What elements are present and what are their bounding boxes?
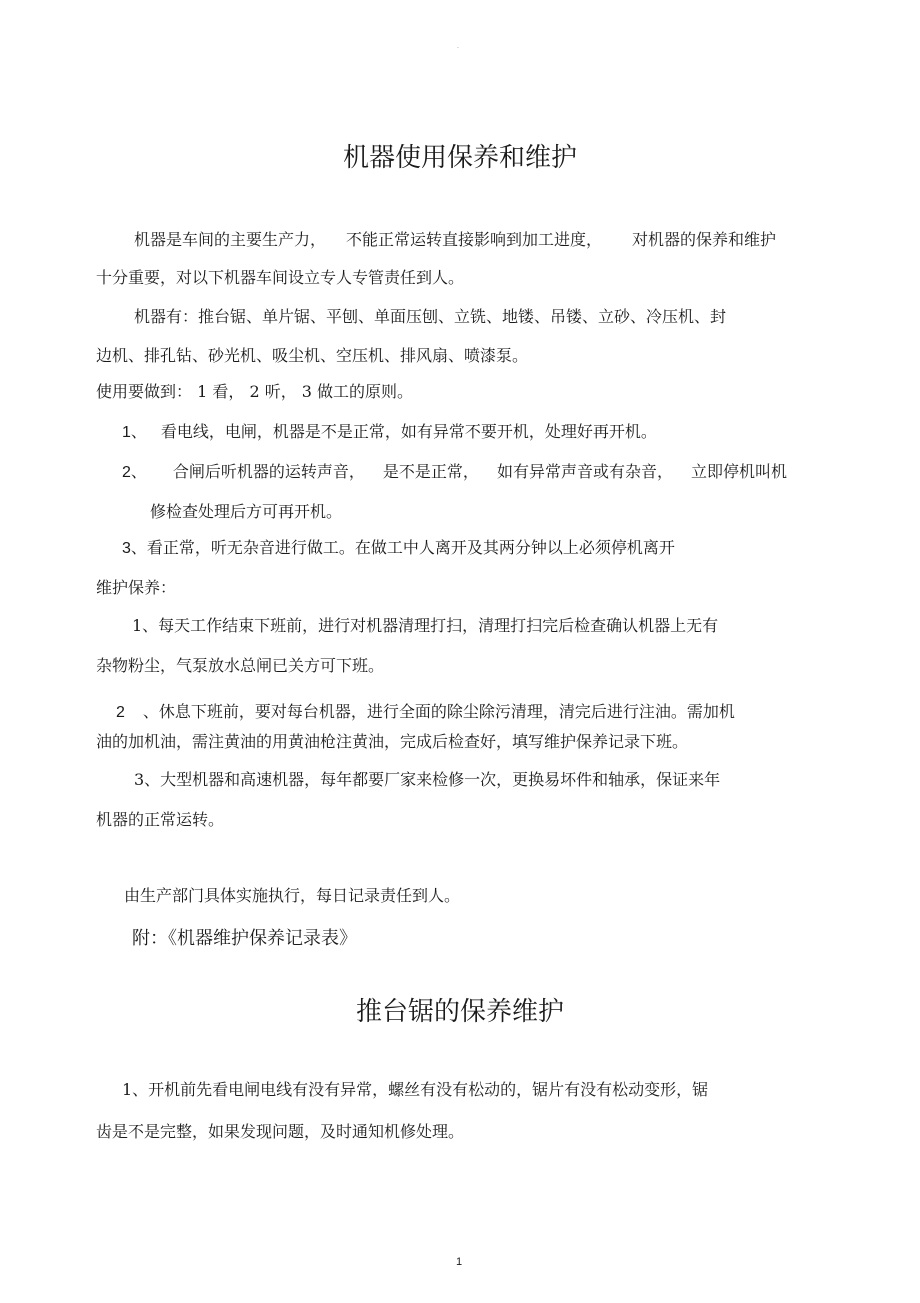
usage-item-3-num: 3、 xyxy=(122,540,147,557)
intro-line-1-b: 不能正常运转直接影响到加工进度， xyxy=(346,230,603,249)
usage-item-2-cont: 修检查处理后方可再开机。 xyxy=(150,502,343,521)
section-2-title: 推台锯的保养维护 xyxy=(355,997,564,1027)
maintenance-item-1-line-1: 1、每天工作结束下班前，进行对机器清理打扫，清理打扫完后检查确认机器上无有 xyxy=(132,616,719,635)
machines-line-1: 机器有：推台锯、单片锯、平刨、单面压刨、立铣、地镂、吊镂、立砂、冷压机、封 xyxy=(134,307,727,326)
usage-item-2-c: 如有异常声音或有杂音， xyxy=(496,462,673,481)
usage-item-1-num: 1、 xyxy=(122,424,147,441)
usage-item-2-num: 2、 xyxy=(122,464,147,481)
maintenance-item-3-line-2: 机器的正常运转。 xyxy=(96,810,225,829)
intro-line-1-a: 机器是车间的主要生产力， xyxy=(134,230,327,249)
usage-item-2 xyxy=(122,462,787,483)
usage-item-1 xyxy=(122,422,657,443)
header-dot: . xyxy=(457,43,459,50)
section-2-item-1-line-1: 1、开机前先看电闸电线有没有异常，螺丝有没有松动的，锯片有没有松动变形，锯 xyxy=(122,1080,709,1099)
maintenance-item-2-num: 2 xyxy=(116,704,125,721)
maintenance-item-3-line-1: 3、大型机器和高速机器，每年都要厂家来检修一次，更换易坏件和轴承，保证来年 xyxy=(134,770,721,789)
usage-item-2-d: 立即停机叫机 xyxy=(690,462,787,481)
intro-line-2: 十分重要，对以下机器车间设立专人专管责任到人。 xyxy=(96,268,465,287)
usage-item-2-a: 合闸后听机器的运转声音， xyxy=(172,462,365,481)
execution-note: 由生产部门具体实施执行，每日记录责任到人。 xyxy=(124,886,461,905)
maintenance-item-2-text: 、休息下班前，要对每台机器，进行全面的除尘除污清理，清完后进行注油。需加机 xyxy=(142,702,735,721)
machines-line-2: 边机、排孔钻、砂光机、吸尘机、空压机、排风扇、喷漆泵。 xyxy=(96,346,529,365)
maintenance-heading: 维护保养： xyxy=(96,578,177,597)
maintenance-item-2-line-2: 油的加机油，需注黄油的用黄油枪注黄油，完成后检查好，填写维护保养记录下班。 xyxy=(96,732,689,751)
page-title: 机器使用保养和维护 xyxy=(342,143,577,173)
maintenance-item-2-line-1 xyxy=(116,702,735,723)
usage-item-2-b: 是不是正常， xyxy=(382,462,479,481)
page-number: 1 xyxy=(456,1256,463,1268)
intro-line-1 xyxy=(134,230,776,250)
usage-item-3-text: 看正常，听无杂音进行做工。在做工中人离开及其两分钟以上必须停机离开 xyxy=(146,538,675,557)
intro-line-1-c: 对机器的保养和维护 xyxy=(632,230,777,249)
usage-principle: 使用要做到： 1 看， 2 听， 3 做工的原则。 xyxy=(96,382,414,401)
usage-item-3 xyxy=(122,538,675,559)
maintenance-item-1-line-2: 杂物粉尘，气泵放水总闸已关方可下班。 xyxy=(96,656,385,675)
attachment-note: 附：《机器维护保养记录表》 xyxy=(132,928,357,949)
section-2-item-1-line-2: 齿是不是完整，如果发现问题，及时通知机修处理。 xyxy=(96,1122,465,1141)
usage-item-1-text: 看电线，电闸，机器是不是正常，如有异常不要开机，处理好再开机。 xyxy=(160,422,657,441)
